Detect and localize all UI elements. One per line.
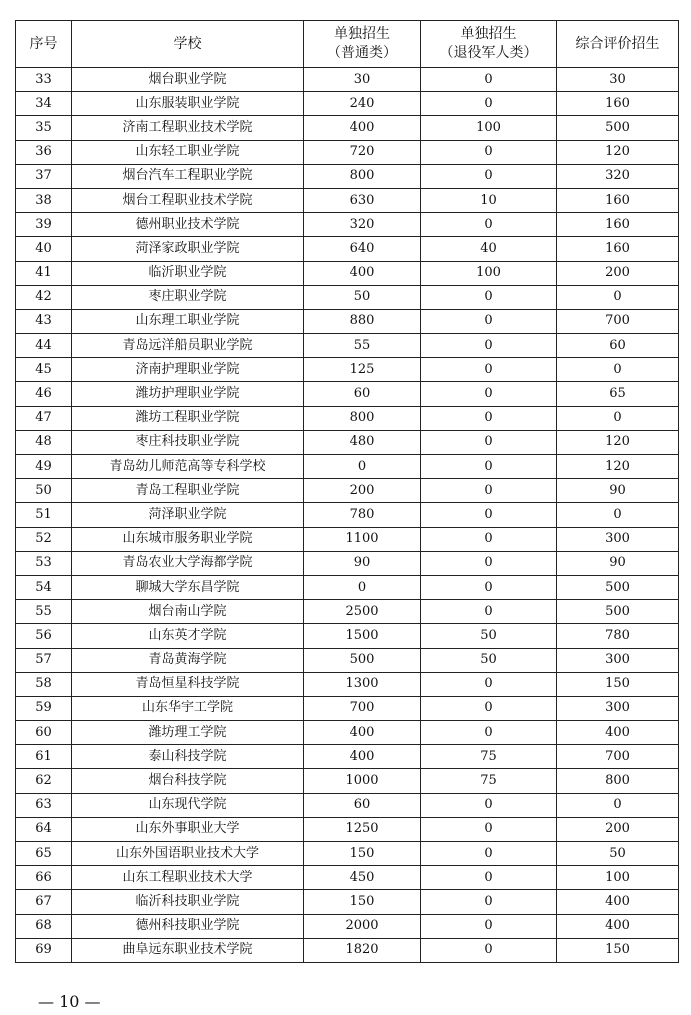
table-row [16, 503, 679, 527]
single-veteran-quota: 0 [421, 382, 557, 406]
school-name: 山东理工职业学院 [72, 309, 304, 333]
single-general-quota: 400 [304, 116, 421, 140]
comprehensive-quota: 160 [557, 237, 679, 261]
single-veteran-quota: 0 [421, 721, 557, 745]
single-veteran-quota: 0 [421, 575, 557, 599]
header-single-general-line2: （普通类） [327, 45, 397, 61]
row-index: 38 [16, 188, 72, 212]
comprehensive-quota: 65 [557, 382, 679, 406]
row-index: 69 [16, 938, 72, 962]
row-index: 39 [16, 213, 72, 237]
row-index: 65 [16, 842, 72, 866]
school-name: 菏泽家政职业学院 [72, 237, 304, 261]
school-name: 青岛黄海学院 [72, 648, 304, 672]
school-name: 山东工程职业技术大学 [72, 866, 304, 890]
page-number: — 10 — [38, 992, 101, 1011]
single-general-quota: 630 [304, 188, 421, 212]
row-index: 43 [16, 309, 72, 333]
header-single-general [304, 21, 421, 68]
school-name: 济南护理职业学院 [72, 358, 304, 382]
single-general-quota: 640 [304, 237, 421, 261]
comprehensive-quota: 700 [557, 745, 679, 769]
single-veteran-quota: 0 [421, 309, 557, 333]
table-row [16, 237, 679, 261]
row-index: 49 [16, 455, 72, 479]
single-veteran-quota: 10 [421, 188, 557, 212]
school-name: 枣庄科技职业学院 [72, 430, 304, 454]
single-veteran-quota: 0 [421, 890, 557, 914]
single-general-quota: 0 [304, 575, 421, 599]
header-index: 序号 [16, 21, 72, 68]
school-name: 烟台南山学院 [72, 600, 304, 624]
comprehensive-quota: 400 [557, 721, 679, 745]
row-index: 46 [16, 382, 72, 406]
table-row [16, 285, 679, 309]
table-row [16, 745, 679, 769]
table-row [16, 430, 679, 454]
comprehensive-quota: 120 [557, 140, 679, 164]
table-row [16, 648, 679, 672]
school-name: 山东服装职业学院 [72, 92, 304, 116]
comprehensive-quota: 780 [557, 624, 679, 648]
school-name: 菏泽职业学院 [72, 503, 304, 527]
school-name: 烟台科技学院 [72, 769, 304, 793]
row-index: 53 [16, 551, 72, 575]
table-row [16, 188, 679, 212]
header-comprehensive: 综合评价招生 [557, 21, 679, 68]
school-name: 山东外事职业大学 [72, 817, 304, 841]
row-index: 67 [16, 890, 72, 914]
school-name: 青岛远洋船员职业学院 [72, 334, 304, 358]
school-name: 山东华宇工学院 [72, 696, 304, 720]
single-veteran-quota: 0 [421, 406, 557, 430]
row-index: 64 [16, 817, 72, 841]
comprehensive-quota: 300 [557, 648, 679, 672]
row-index: 37 [16, 164, 72, 188]
single-general-quota: 500 [304, 648, 421, 672]
comprehensive-quota: 90 [557, 551, 679, 575]
comprehensive-quota: 0 [557, 406, 679, 430]
single-veteran-quota: 50 [421, 648, 557, 672]
comprehensive-quota: 160 [557, 92, 679, 116]
school-name: 山东现代学院 [72, 793, 304, 817]
single-general-quota: 480 [304, 430, 421, 454]
school-name: 临沂科技职业学院 [72, 890, 304, 914]
row-index: 68 [16, 914, 72, 938]
school-name: 山东英才学院 [72, 624, 304, 648]
single-general-quota: 400 [304, 261, 421, 285]
school-name: 曲阜远东职业技术学院 [72, 938, 304, 962]
table-row [16, 600, 679, 624]
table-row [16, 938, 679, 962]
row-index: 55 [16, 600, 72, 624]
enrollment-table [15, 20, 679, 963]
row-index: 63 [16, 793, 72, 817]
school-name: 德州科技职业学院 [72, 914, 304, 938]
table-row [16, 309, 679, 333]
row-index: 59 [16, 696, 72, 720]
row-index: 54 [16, 575, 72, 599]
single-veteran-quota: 0 [421, 430, 557, 454]
single-general-quota: 800 [304, 406, 421, 430]
single-general-quota: 720 [304, 140, 421, 164]
comprehensive-quota: 800 [557, 769, 679, 793]
header-school: 学校 [72, 21, 304, 68]
table-row [16, 527, 679, 551]
row-index: 36 [16, 140, 72, 164]
single-veteran-quota: 0 [421, 914, 557, 938]
single-veteran-quota: 40 [421, 237, 557, 261]
row-index: 61 [16, 745, 72, 769]
single-veteran-quota: 0 [421, 672, 557, 696]
single-general-quota: 125 [304, 358, 421, 382]
single-general-quota: 1300 [304, 672, 421, 696]
single-general-quota: 150 [304, 890, 421, 914]
single-general-quota: 50 [304, 285, 421, 309]
row-index: 66 [16, 866, 72, 890]
school-name: 聊城大学东昌学院 [72, 575, 304, 599]
single-veteran-quota: 75 [421, 745, 557, 769]
comprehensive-quota: 400 [557, 914, 679, 938]
table-row [16, 793, 679, 817]
row-index: 60 [16, 721, 72, 745]
single-veteran-quota: 0 [421, 213, 557, 237]
comprehensive-quota: 0 [557, 285, 679, 309]
single-veteran-quota: 0 [421, 866, 557, 890]
single-general-quota: 1250 [304, 817, 421, 841]
row-index: 51 [16, 503, 72, 527]
comprehensive-quota: 100 [557, 866, 679, 890]
comprehensive-quota: 200 [557, 817, 679, 841]
single-general-quota: 60 [304, 793, 421, 817]
table-row [16, 358, 679, 382]
comprehensive-quota: 500 [557, 600, 679, 624]
table-row [16, 769, 679, 793]
row-index: 52 [16, 527, 72, 551]
comprehensive-quota: 500 [557, 116, 679, 140]
table-row [16, 479, 679, 503]
single-veteran-quota: 100 [421, 116, 557, 140]
comprehensive-quota: 500 [557, 575, 679, 599]
table-row [16, 455, 679, 479]
single-general-quota: 200 [304, 479, 421, 503]
table-row [16, 914, 679, 938]
comprehensive-quota: 160 [557, 213, 679, 237]
single-general-quota: 1100 [304, 527, 421, 551]
single-general-quota: 800 [304, 164, 421, 188]
table-row [16, 551, 679, 575]
table-row [16, 68, 679, 92]
table-row [16, 261, 679, 285]
single-general-quota: 90 [304, 551, 421, 575]
single-veteran-quota: 0 [421, 527, 557, 551]
school-name: 济南工程职业技术学院 [72, 116, 304, 140]
single-veteran-quota: 0 [421, 92, 557, 116]
single-veteran-quota: 75 [421, 769, 557, 793]
school-name: 青岛工程职业学院 [72, 479, 304, 503]
comprehensive-quota: 400 [557, 890, 679, 914]
comprehensive-quota: 90 [557, 479, 679, 503]
single-general-quota: 400 [304, 745, 421, 769]
single-general-quota: 1000 [304, 769, 421, 793]
comprehensive-quota: 120 [557, 455, 679, 479]
comprehensive-quota: 160 [557, 188, 679, 212]
row-index: 45 [16, 358, 72, 382]
single-general-quota: 700 [304, 696, 421, 720]
single-veteran-quota: 50 [421, 624, 557, 648]
row-index: 33 [16, 68, 72, 92]
table-row [16, 140, 679, 164]
single-veteran-quota: 0 [421, 68, 557, 92]
single-veteran-quota: 100 [421, 261, 557, 285]
school-name: 烟台职业学院 [72, 68, 304, 92]
comprehensive-quota: 150 [557, 938, 679, 962]
comprehensive-quota: 0 [557, 503, 679, 527]
comprehensive-quota: 60 [557, 334, 679, 358]
single-veteran-quota: 0 [421, 140, 557, 164]
single-general-quota: 30 [304, 68, 421, 92]
table-row [16, 213, 679, 237]
single-general-quota: 880 [304, 309, 421, 333]
school-name: 枣庄职业学院 [72, 285, 304, 309]
row-index: 42 [16, 285, 72, 309]
table-row [16, 116, 679, 140]
single-general-quota: 55 [304, 334, 421, 358]
row-index: 50 [16, 479, 72, 503]
school-name: 青岛幼儿师范高等专科学校 [72, 455, 304, 479]
row-index: 58 [16, 672, 72, 696]
single-veteran-quota: 0 [421, 164, 557, 188]
header-single-veteran-line1: 单独招生 [460, 26, 517, 42]
comprehensive-quota: 0 [557, 793, 679, 817]
table-row [16, 406, 679, 430]
single-veteran-quota: 0 [421, 793, 557, 817]
single-veteran-quota: 0 [421, 842, 557, 866]
single-general-quota: 60 [304, 382, 421, 406]
table-row [16, 92, 679, 116]
single-general-quota: 150 [304, 842, 421, 866]
comprehensive-quota: 30 [557, 68, 679, 92]
single-veteran-quota: 0 [421, 938, 557, 962]
school-name: 德州职业技术学院 [72, 213, 304, 237]
row-index: 56 [16, 624, 72, 648]
single-general-quota: 0 [304, 455, 421, 479]
table-header-row [16, 21, 679, 68]
header-single-veteran [421, 21, 557, 68]
table-row [16, 382, 679, 406]
single-veteran-quota: 0 [421, 696, 557, 720]
comprehensive-quota: 50 [557, 842, 679, 866]
header-single-veteran-line2: （退役军人类） [439, 45, 538, 61]
table-row [16, 890, 679, 914]
single-veteran-quota: 0 [421, 334, 557, 358]
single-veteran-quota: 0 [421, 455, 557, 479]
school-name: 烟台汽车工程职业学院 [72, 164, 304, 188]
school-name: 临沂职业学院 [72, 261, 304, 285]
single-general-quota: 1820 [304, 938, 421, 962]
school-name: 山东轻工职业学院 [72, 140, 304, 164]
school-name: 青岛恒星科技学院 [72, 672, 304, 696]
row-index: 44 [16, 334, 72, 358]
single-general-quota: 400 [304, 721, 421, 745]
school-name: 青岛农业大学海都学院 [72, 551, 304, 575]
table-body [16, 68, 679, 963]
school-name: 山东城市服务职业学院 [72, 527, 304, 551]
comprehensive-quota: 320 [557, 164, 679, 188]
comprehensive-quota: 300 [557, 527, 679, 551]
table-row [16, 721, 679, 745]
single-veteran-quota: 0 [421, 479, 557, 503]
single-general-quota: 2000 [304, 914, 421, 938]
header-single-general-line1: 单独招生 [334, 26, 390, 42]
table-row [16, 866, 679, 890]
single-veteran-quota: 0 [421, 503, 557, 527]
table-row [16, 696, 679, 720]
school-name: 泰山科技学院 [72, 745, 304, 769]
comprehensive-quota: 150 [557, 672, 679, 696]
school-name: 潍坊工程职业学院 [72, 406, 304, 430]
row-index: 35 [16, 116, 72, 140]
table-row [16, 164, 679, 188]
single-veteran-quota: 0 [421, 600, 557, 624]
school-name: 山东外国语职业技术大学 [72, 842, 304, 866]
single-general-quota: 240 [304, 92, 421, 116]
row-index: 47 [16, 406, 72, 430]
single-veteran-quota: 0 [421, 358, 557, 382]
single-general-quota: 450 [304, 866, 421, 890]
row-index: 57 [16, 648, 72, 672]
comprehensive-quota: 120 [557, 430, 679, 454]
school-name: 烟台工程职业技术学院 [72, 188, 304, 212]
table-row [16, 672, 679, 696]
single-general-quota: 1500 [304, 624, 421, 648]
row-index: 34 [16, 92, 72, 116]
table-row [16, 817, 679, 841]
school-name: 潍坊理工学院 [72, 721, 304, 745]
table-row [16, 842, 679, 866]
row-index: 41 [16, 261, 72, 285]
comprehensive-quota: 200 [557, 261, 679, 285]
comprehensive-quota: 700 [557, 309, 679, 333]
single-general-quota: 320 [304, 213, 421, 237]
comprehensive-quota: 300 [557, 696, 679, 720]
comprehensive-quota: 0 [557, 358, 679, 382]
single-veteran-quota: 0 [421, 817, 557, 841]
school-name: 潍坊护理职业学院 [72, 382, 304, 406]
single-veteran-quota: 0 [421, 551, 557, 575]
single-general-quota: 2500 [304, 600, 421, 624]
row-index: 40 [16, 237, 72, 261]
single-veteran-quota: 0 [421, 285, 557, 309]
table-row [16, 334, 679, 358]
table-row [16, 575, 679, 599]
row-index: 48 [16, 430, 72, 454]
row-index: 62 [16, 769, 72, 793]
table-row [16, 624, 679, 648]
single-general-quota: 780 [304, 503, 421, 527]
